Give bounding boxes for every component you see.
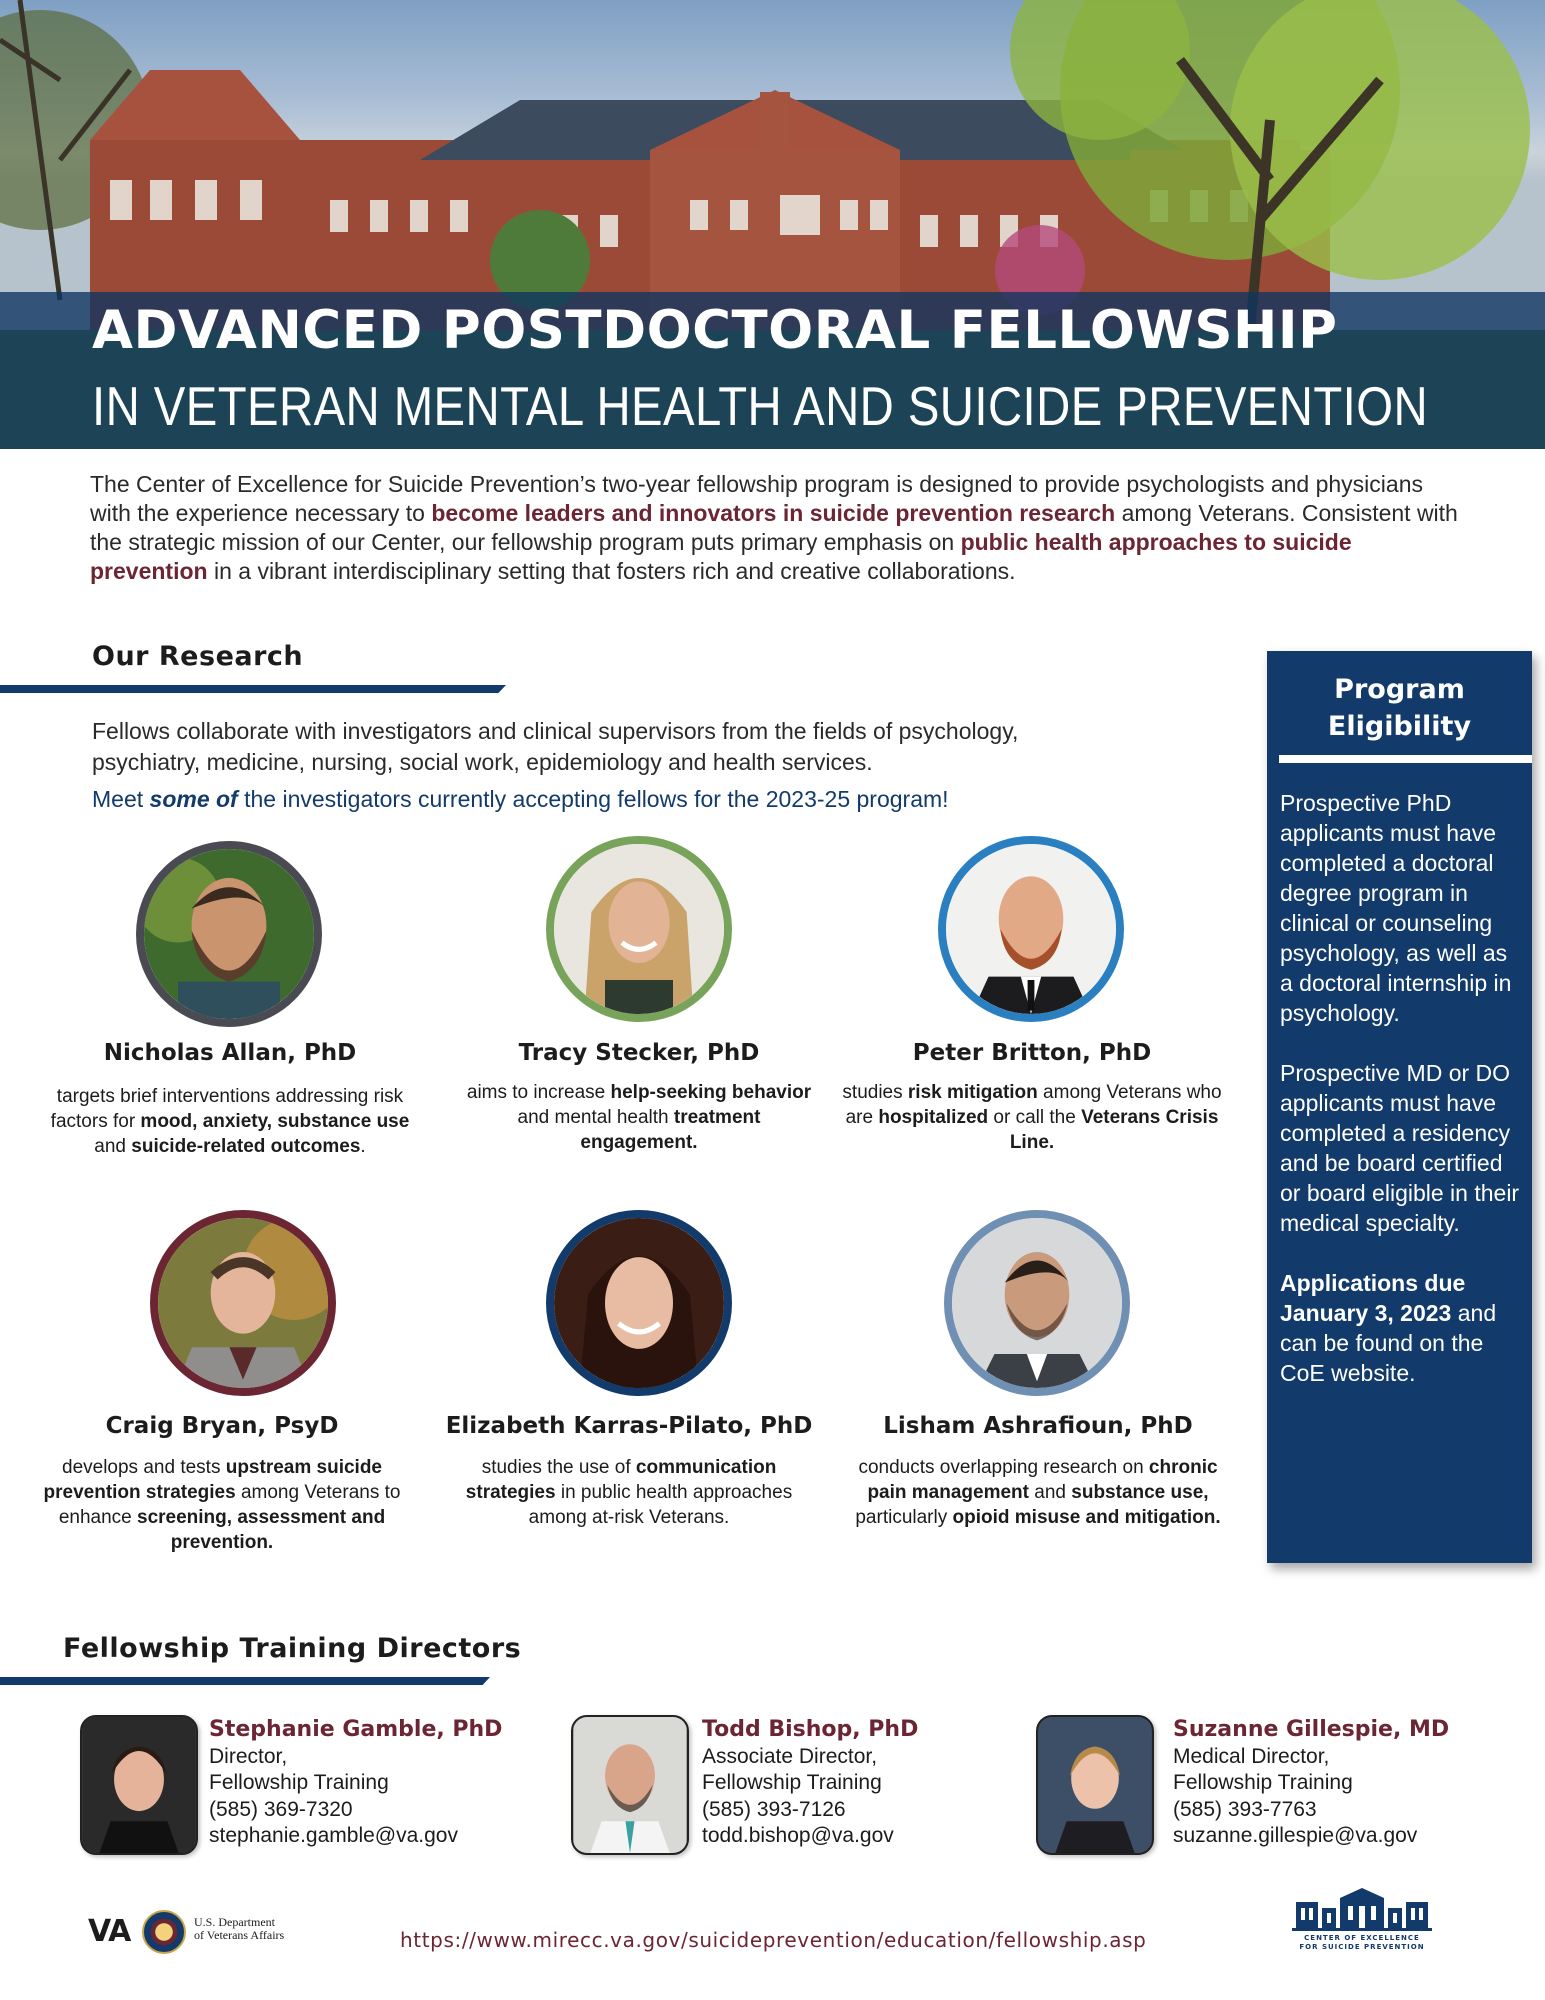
- investigator-name: Craig Bryan, PsyD: [105, 1413, 339, 1439]
- coe-name: CENTER OF EXCELLENCE FOR SUICIDE PREVENTION: [1299, 1934, 1425, 1951]
- director-suzanne-gillespie: [1173, 1717, 1449, 1850]
- portrait-nicholas-allan: [136, 841, 322, 1027]
- eligibility-phd: Prospective PhD applicants must have completed a doctoral degree program in clinical or counseling psychology, as well as a doctoral internship in psychology.: [1280, 790, 1512, 1026]
- investigator-description: targets brief interventions addressing risk factors for mood, anxiety, substance use and suicide-related outcomes.: [50, 1086, 410, 1157]
- investigator-name: Nicholas Allan, PhD: [103, 1040, 357, 1066]
- portrait-todd-bishop: [571, 1715, 689, 1855]
- va-logo: [88, 1910, 308, 1960]
- va-department-name: U.S. Department of Veterans Affairs: [194, 1915, 285, 1942]
- coe-building-icon: [1292, 1888, 1432, 1932]
- portrait-peter-britton: [938, 836, 1124, 1022]
- intro-highlight-leaders: become leaders and innovators in suicide prevention research: [431, 500, 1116, 526]
- portrait-craig-bryan: [150, 1210, 336, 1396]
- va-wordmark: VA: [88, 1914, 131, 1949]
- director-name: Suzanne Gillespie, MD: [1173, 1717, 1450, 1742]
- director-name: Todd Bishop, PhD: [702, 1717, 919, 1742]
- investigator-description: studies risk mitigation among Veterans who are hospitalized or call the Veterans Crisis Line.: [842, 1082, 1222, 1153]
- intro-highlight-public-health: public health approaches to suicide prevention: [90, 529, 1352, 584]
- investigator-description: conducts overlapping research on chronic pain management and substance use, particularly opioid misuse and mitigation.: [855, 1457, 1221, 1528]
- fellowship-url-link[interactable]: https://www.mirecc.va.gov/suicideprevention/education/fellowship.asp: [400, 1928, 1147, 1952]
- eligibility-md: Prospective MD or DO applicants must have completed a residency and be board certified or board eligible in their medical specialty.: [1280, 1060, 1520, 1236]
- page-title: ADVANCED POSTDOCTORAL FELLOWSHIP: [92, 300, 1338, 361]
- research-heading-bar: [0, 685, 506, 693]
- research-description: Fellows collaborate with investigators and clinical supervisors from the fields of psychology, psychiatry, medicine, nursing, social work, epidemiology and health services.: [92, 718, 1019, 775]
- portrait-tracy-stecker: [546, 836, 732, 1022]
- director-name: Stephanie Gamble, PhD: [209, 1717, 503, 1742]
- director-program: Fellowship Training: [702, 1771, 882, 1794]
- portrait-lisham-ashrafioun: [944, 1210, 1130, 1396]
- directors-heading: Fellowship Training Directors: [63, 1633, 522, 1664]
- director-email[interactable]: suzanne.gillespie@va.gov: [1173, 1824, 1418, 1847]
- director-phone: (585) 369-7320: [209, 1797, 353, 1821]
- eligibility-text: [1280, 788, 1525, 1418]
- hero-banner: [0, 0, 1545, 449]
- meet-investigators-line: Meet some of the investigators currently accepting fellows for the 2023-25 program!: [92, 786, 949, 812]
- research-heading: Our Research: [92, 641, 304, 672]
- eligibility-heading: Program Eligibility: [1327, 674, 1472, 742]
- page-subtitle: IN VETERAN MENTAL HEALTH AND SUICIDE PREVENTION: [92, 375, 1429, 437]
- investigator-description: aims to increase help-seeking behavior and mental health treatment engagement.: [466, 1082, 812, 1153]
- director-todd-bishop: [702, 1717, 918, 1850]
- director-program: Fellowship Training: [1173, 1771, 1353, 1794]
- directors-heading-bar: [0, 1677, 490, 1685]
- eligibility-heading-rule: [1279, 755, 1532, 763]
- investigator-description: studies the use of communication strategies in public health approaches among at-risk Veterans.: [465, 1457, 793, 1528]
- program-eligibility-panel: [1267, 651, 1532, 1563]
- investigator-name: Elizabeth Karras-Pilato, PhD: [445, 1413, 813, 1439]
- portrait-suzanne-gillespie: [1036, 1715, 1154, 1855]
- investigator-name: Tracy Stecker, PhD: [518, 1040, 760, 1066]
- eligibility-deadline: Applications due January 3, 2023 and can be found on the CoE website.: [1280, 1270, 1497, 1386]
- director-role: Associate Director,: [702, 1744, 878, 1768]
- intro-paragraph: The Center of Excellence for Suicide Prevention’s two-year fellowship program is designed to provide psychologists and physicians with the experience necessary to become leaders and innovators in suicide prevention research among Veterans. Consistent with the strategic mission of our Center, our fellowship program puts primary emphasis on public health approaches to suicide prevention in a vibrant interdisciplinary setting that fosters rich and creative collaborations.: [90, 471, 1458, 584]
- va-seal-icon: [142, 1910, 186, 1954]
- portrait-elizabeth-karras-pilato: [546, 1210, 732, 1396]
- director-email[interactable]: todd.bishop@va.gov: [702, 1824, 894, 1847]
- coe-logo: [1292, 1888, 1432, 1962]
- director-phone: (585) 393-7763: [1173, 1797, 1317, 1821]
- investigator-description: develops and tests upstream suicide prevention strategies among Veterans to enhance screening, assessment and prevention.: [43, 1457, 401, 1553]
- portrait-stephanie-gamble: [80, 1715, 198, 1855]
- director-phone: (585) 393-7126: [702, 1797, 846, 1821]
- director-role: Medical Director,: [1173, 1744, 1330, 1768]
- director-role: Director,: [209, 1744, 288, 1768]
- investigator-name: Peter Britton, PhD: [912, 1040, 1152, 1066]
- director-stephanie-gamble: [209, 1717, 502, 1850]
- director-program: Fellowship Training: [209, 1771, 389, 1794]
- investigator-name: Lisham Ashrafioun, PhD: [883, 1413, 1193, 1439]
- director-email[interactable]: stephanie.gamble@va.gov: [209, 1824, 458, 1847]
